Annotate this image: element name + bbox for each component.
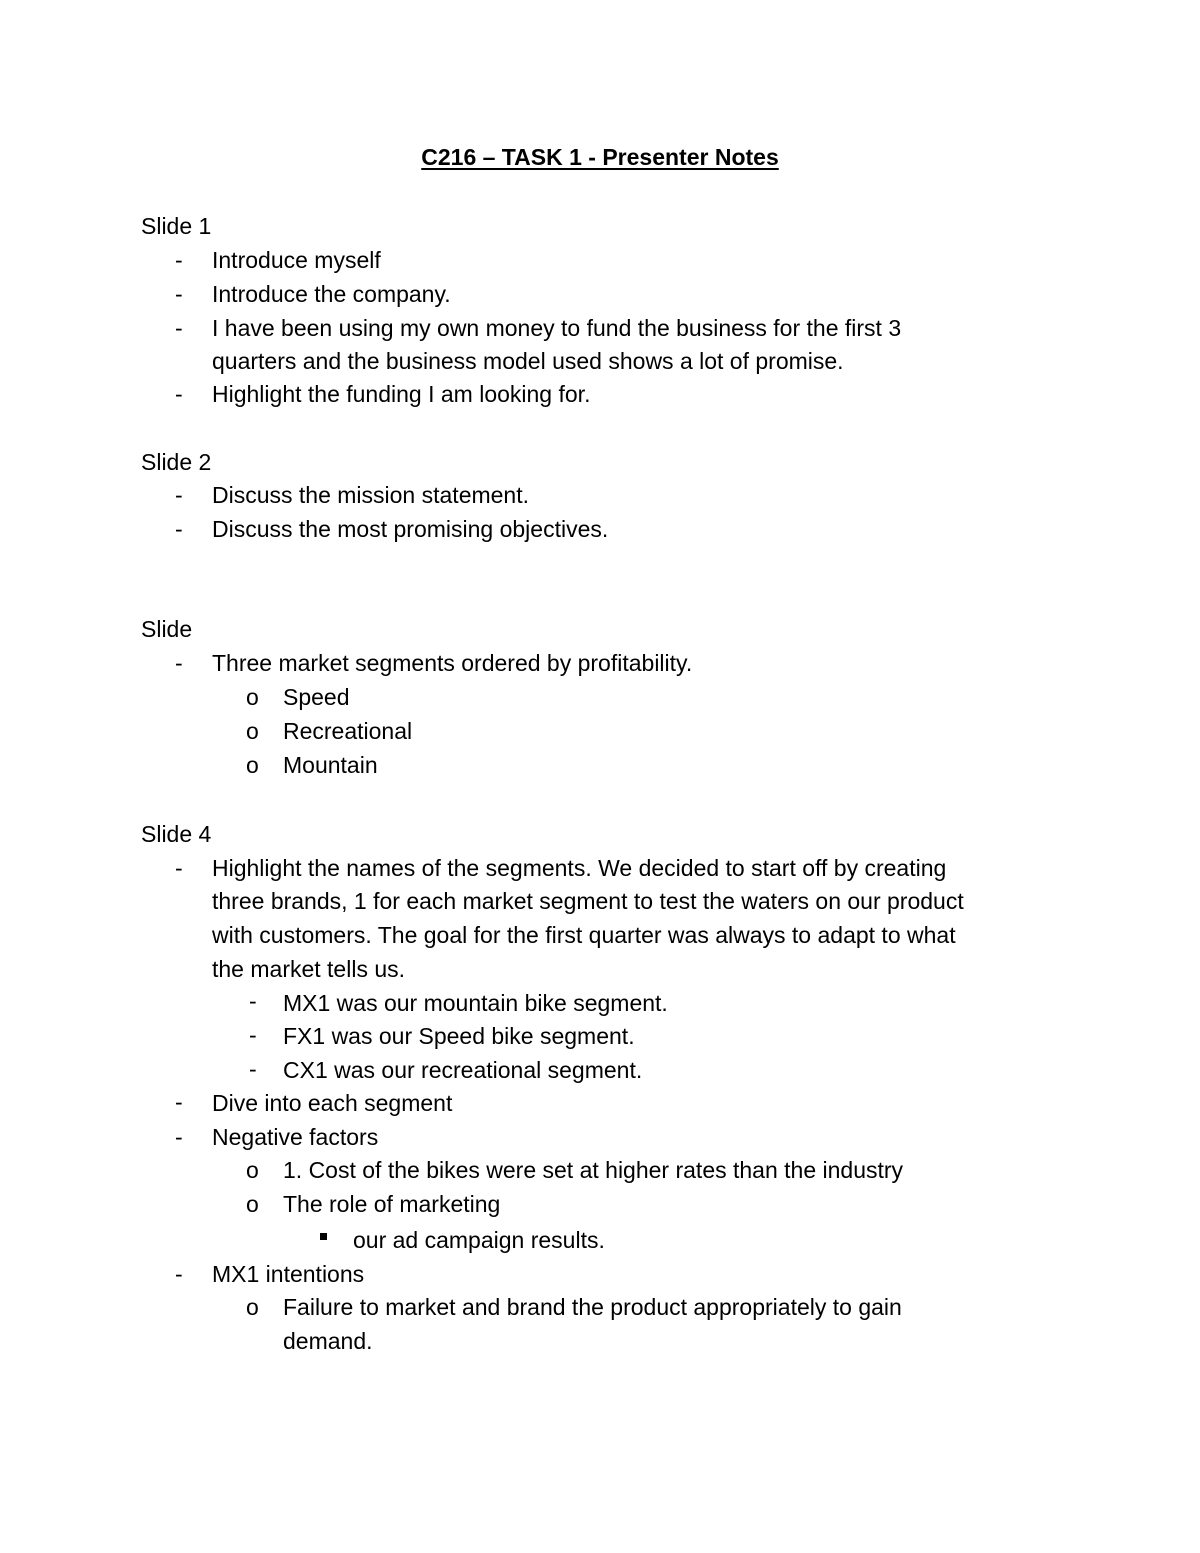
slide-2-bullet-2: Discuss the most promising objectives. [212,516,609,542]
mx1-intention-line-2: demand. [283,1328,373,1354]
slide-1-bullet-3-line-2: quarters and the business model used shows a lot of promise. [212,348,844,374]
slide-4-bullet-1-line-1: Highlight the names of the segments. We decided to start off by creating [212,855,947,881]
slide-1-bullet-3-line-1: I have been using my own money to fund the business for the first 3 [212,315,902,341]
slide-4-bullet-1-line-4: the market tells us. [212,956,406,982]
slide-4-bullet-2: Dive into each segment [212,1090,453,1116]
negative-factor-2: The role of marketing [283,1191,501,1217]
slide-4-heading: Slide 4 [141,821,212,847]
segment-cx1: CX1 was our recreational segment. [283,1057,643,1083]
dash-marker: - [175,482,183,508]
circle-marker: o [246,752,259,778]
slide-4-bullet-3: Negative factors [212,1124,379,1150]
slide-1-heading: Slide 1 [141,213,212,239]
slide-1-bullet-1: Introduce myself [212,247,381,273]
dash-marker: - [175,855,183,881]
segment-mx1: MX1 was our mountain bike segment. [283,990,668,1016]
dash-marker: - [175,281,183,307]
circle-marker: o [246,1191,259,1217]
dash-marker: - [175,1089,183,1115]
segment-speed: Speed [283,684,350,710]
dash-marker: - [249,988,257,1014]
document-title: C216 – TASK 1 - Presenter Notes [421,144,779,170]
dash-marker: - [175,516,183,542]
segment-recreational: Recreational [283,718,413,744]
slide-4-bullet-1-line-3: with customers. The goal for the first quarter was always to adapt to what [212,922,956,948]
mx1-intention-line-1: Failure to market and brand the product appropriately to gain [283,1294,902,1320]
dash-marker: - [175,247,183,273]
circle-marker: o [246,1294,259,1320]
slide-1-bullet-2: Introduce the company. [212,281,451,307]
circle-marker: o [246,718,259,744]
dash-marker: - [175,315,183,341]
segment-mountain: Mountain [283,752,378,778]
segment-fx1: FX1 was our Speed bike segment. [283,1023,635,1049]
slide-1-bullet-4: Highlight the funding I am looking for. [212,381,591,407]
dash-marker: - [249,1022,257,1048]
circle-marker: o [246,1157,259,1183]
ad-campaign-results: our ad campaign results. [353,1227,605,1253]
slide-2-heading: Slide 2 [141,449,212,475]
dash-marker: - [249,1056,257,1082]
slide-3-heading: Slide [141,616,193,642]
slide-2-bullet-1: Discuss the mission statement. [212,482,530,508]
slide-4-bullet-4: MX1 intentions [212,1261,365,1287]
circle-marker: o [246,684,259,710]
slide-4-bullet-1-line-2: three brands, 1 for each market segment to test the waters on our product [212,888,964,914]
dash-marker: - [175,1261,183,1287]
slide-3-bullet-1: Three market segments ordered by profitability. [212,650,693,676]
square-bullet-icon [320,1233,327,1240]
dash-marker: - [175,381,183,407]
dash-marker: - [175,650,183,676]
negative-factor-1: 1. Cost of the bikes were set at higher rates than the industry [283,1157,904,1183]
dash-marker: - [175,1124,183,1150]
